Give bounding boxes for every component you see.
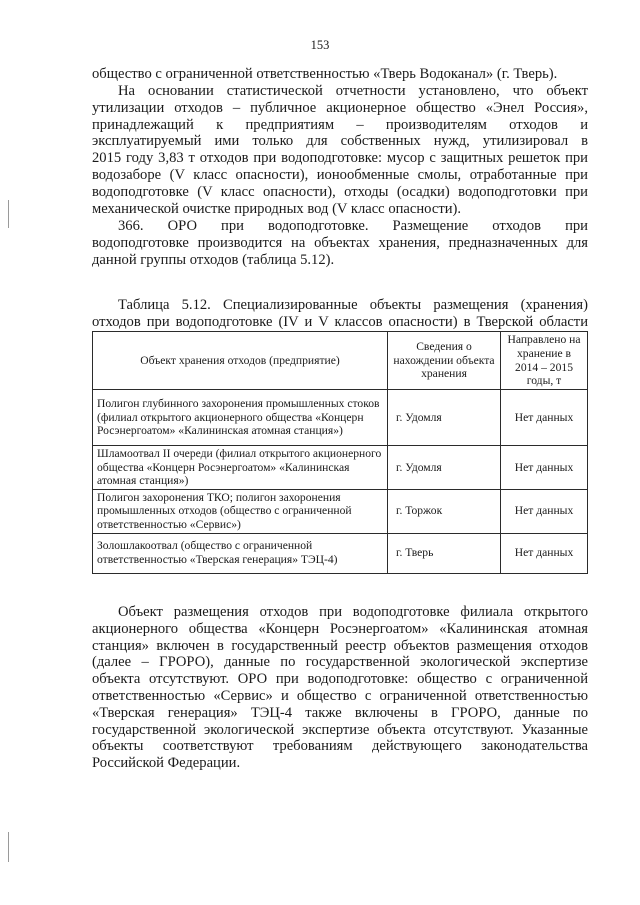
paragraph-gporo (92, 604, 588, 772)
text-line: станция» включен в государственный реестр объектов размещения отходов (92, 637, 588, 654)
cell-object: Полигон захоронения ТКО; полигон захоронения промышленных отходов (общество с ограниченной ответственностью «Сервис») (93, 489, 388, 533)
text-line: водоподготовке производится на объектах хранения, предназначенных для (92, 234, 588, 251)
cell-location: г. Удомля (388, 390, 501, 446)
table-header-row (93, 332, 588, 390)
cell-object: Золошлакоотвал (общество с ограниченной ответственностью «Тверская генерация» ТЭЦ-4) (93, 533, 388, 573)
text-line: отходов при водоподготовке (IV и V классов опасности) в Тверской области (92, 313, 588, 330)
text-line: государственной экологической экспертизе объекта отсутствуют. Указанные (92, 721, 588, 738)
text-line: общество с ограниченной ответственностью «Тверь Водоканал» (г. Тверь). (92, 66, 558, 82)
page-number: 153 (310, 38, 330, 52)
text-line: водоподготовке (V класс опасности), отходы (осадки) водоподготовки при (92, 183, 588, 200)
scan-margin-mark (8, 832, 9, 862)
text-line: На основании статистической отчетности установлено, что объект (118, 83, 588, 99)
column-header-object: Объект хранения отходов (предприятие) (93, 332, 388, 390)
text-line: объекта отсутствуют. ОРО при водоподготовке: общество с ограниченной (92, 671, 588, 688)
paragraph-366 (92, 218, 588, 268)
paragraph-statistics (92, 83, 588, 217)
text-line: «Тверская генерация» ТЭЦ-4 также включены в ГРОРО, данные по (92, 704, 588, 721)
text-line: акционерного общества «Концерн Росэнергоатом» «Калининская атомная (92, 620, 588, 637)
text-line: 2015 году 3,83 т отходов при водоподготовке: мусор с защитных решеток при (92, 150, 588, 167)
cell-amount: Нет данных (501, 533, 588, 573)
text-line: 366. ОРО при водоподготовке. Размещение отходов при (118, 218, 588, 234)
text-line: данной группы отходов (таблица 5.12). (92, 251, 335, 268)
cell-object: Полигон глубинного захоронения промышленных стоков (филиал открытого акционерного общества «Концерн Росэнергоатом» «Калининская атомная станция») (93, 390, 388, 446)
cell-amount: Нет данных (501, 390, 588, 446)
cell-amount: Нет данных (501, 489, 588, 533)
table-row (93, 446, 588, 490)
intro-paragraph (92, 66, 588, 83)
text-line: Российской Федерации. (92, 755, 241, 772)
text-line: (далее – ГРОРО), данные по государственной экологической экспертизе (92, 654, 588, 671)
table-caption (92, 297, 588, 331)
scan-margin-mark (8, 200, 9, 228)
text-line: Объект размещения отходов при водоподготовке филиала открытого (118, 604, 588, 620)
text-line: водозаборе (V класс опасности), ионообменные смолы, отработанные при (92, 166, 588, 183)
cell-location: г. Торжок (388, 489, 501, 533)
column-header-location: Сведения о нахождении объекта хранения (388, 332, 501, 390)
text-line: объекты соответствуют требованиям действующего законодательства (92, 738, 588, 755)
cell-location: г. Тверь (388, 533, 501, 573)
storage-objects-table (92, 331, 588, 574)
cell-object: Шламоотвал II очереди (филиал открытого акционерного общества «Концерн Росэнергоатом» «Калининская атомная станция») (93, 446, 388, 490)
text-line: принадлежащий к предприятиям – производителям отходов и (92, 116, 588, 133)
cell-location: г. Удомля (388, 446, 501, 490)
table-row (93, 489, 588, 533)
column-header-amount: Направлено на хранение в 2014 – 2015 годы, т (501, 332, 588, 390)
cell-amount: Нет данных (501, 446, 588, 490)
text-line: эксплуатируемый ими только для собственных нужд, утилизировал в (92, 133, 588, 150)
table-row (93, 533, 588, 573)
text-line: механической очистке природных вод (V класс опасности). (92, 200, 462, 217)
text-line: ответственностью «Сервис» и общество с ограниченной ответственностью (92, 687, 588, 704)
text-line: утилизации отходов – публичное акционерное общество «Энел Россия», (92, 99, 588, 116)
text-line: Таблица 5.12. Специализированные объекты размещения (хранения) (118, 297, 588, 313)
table-row (93, 390, 588, 446)
